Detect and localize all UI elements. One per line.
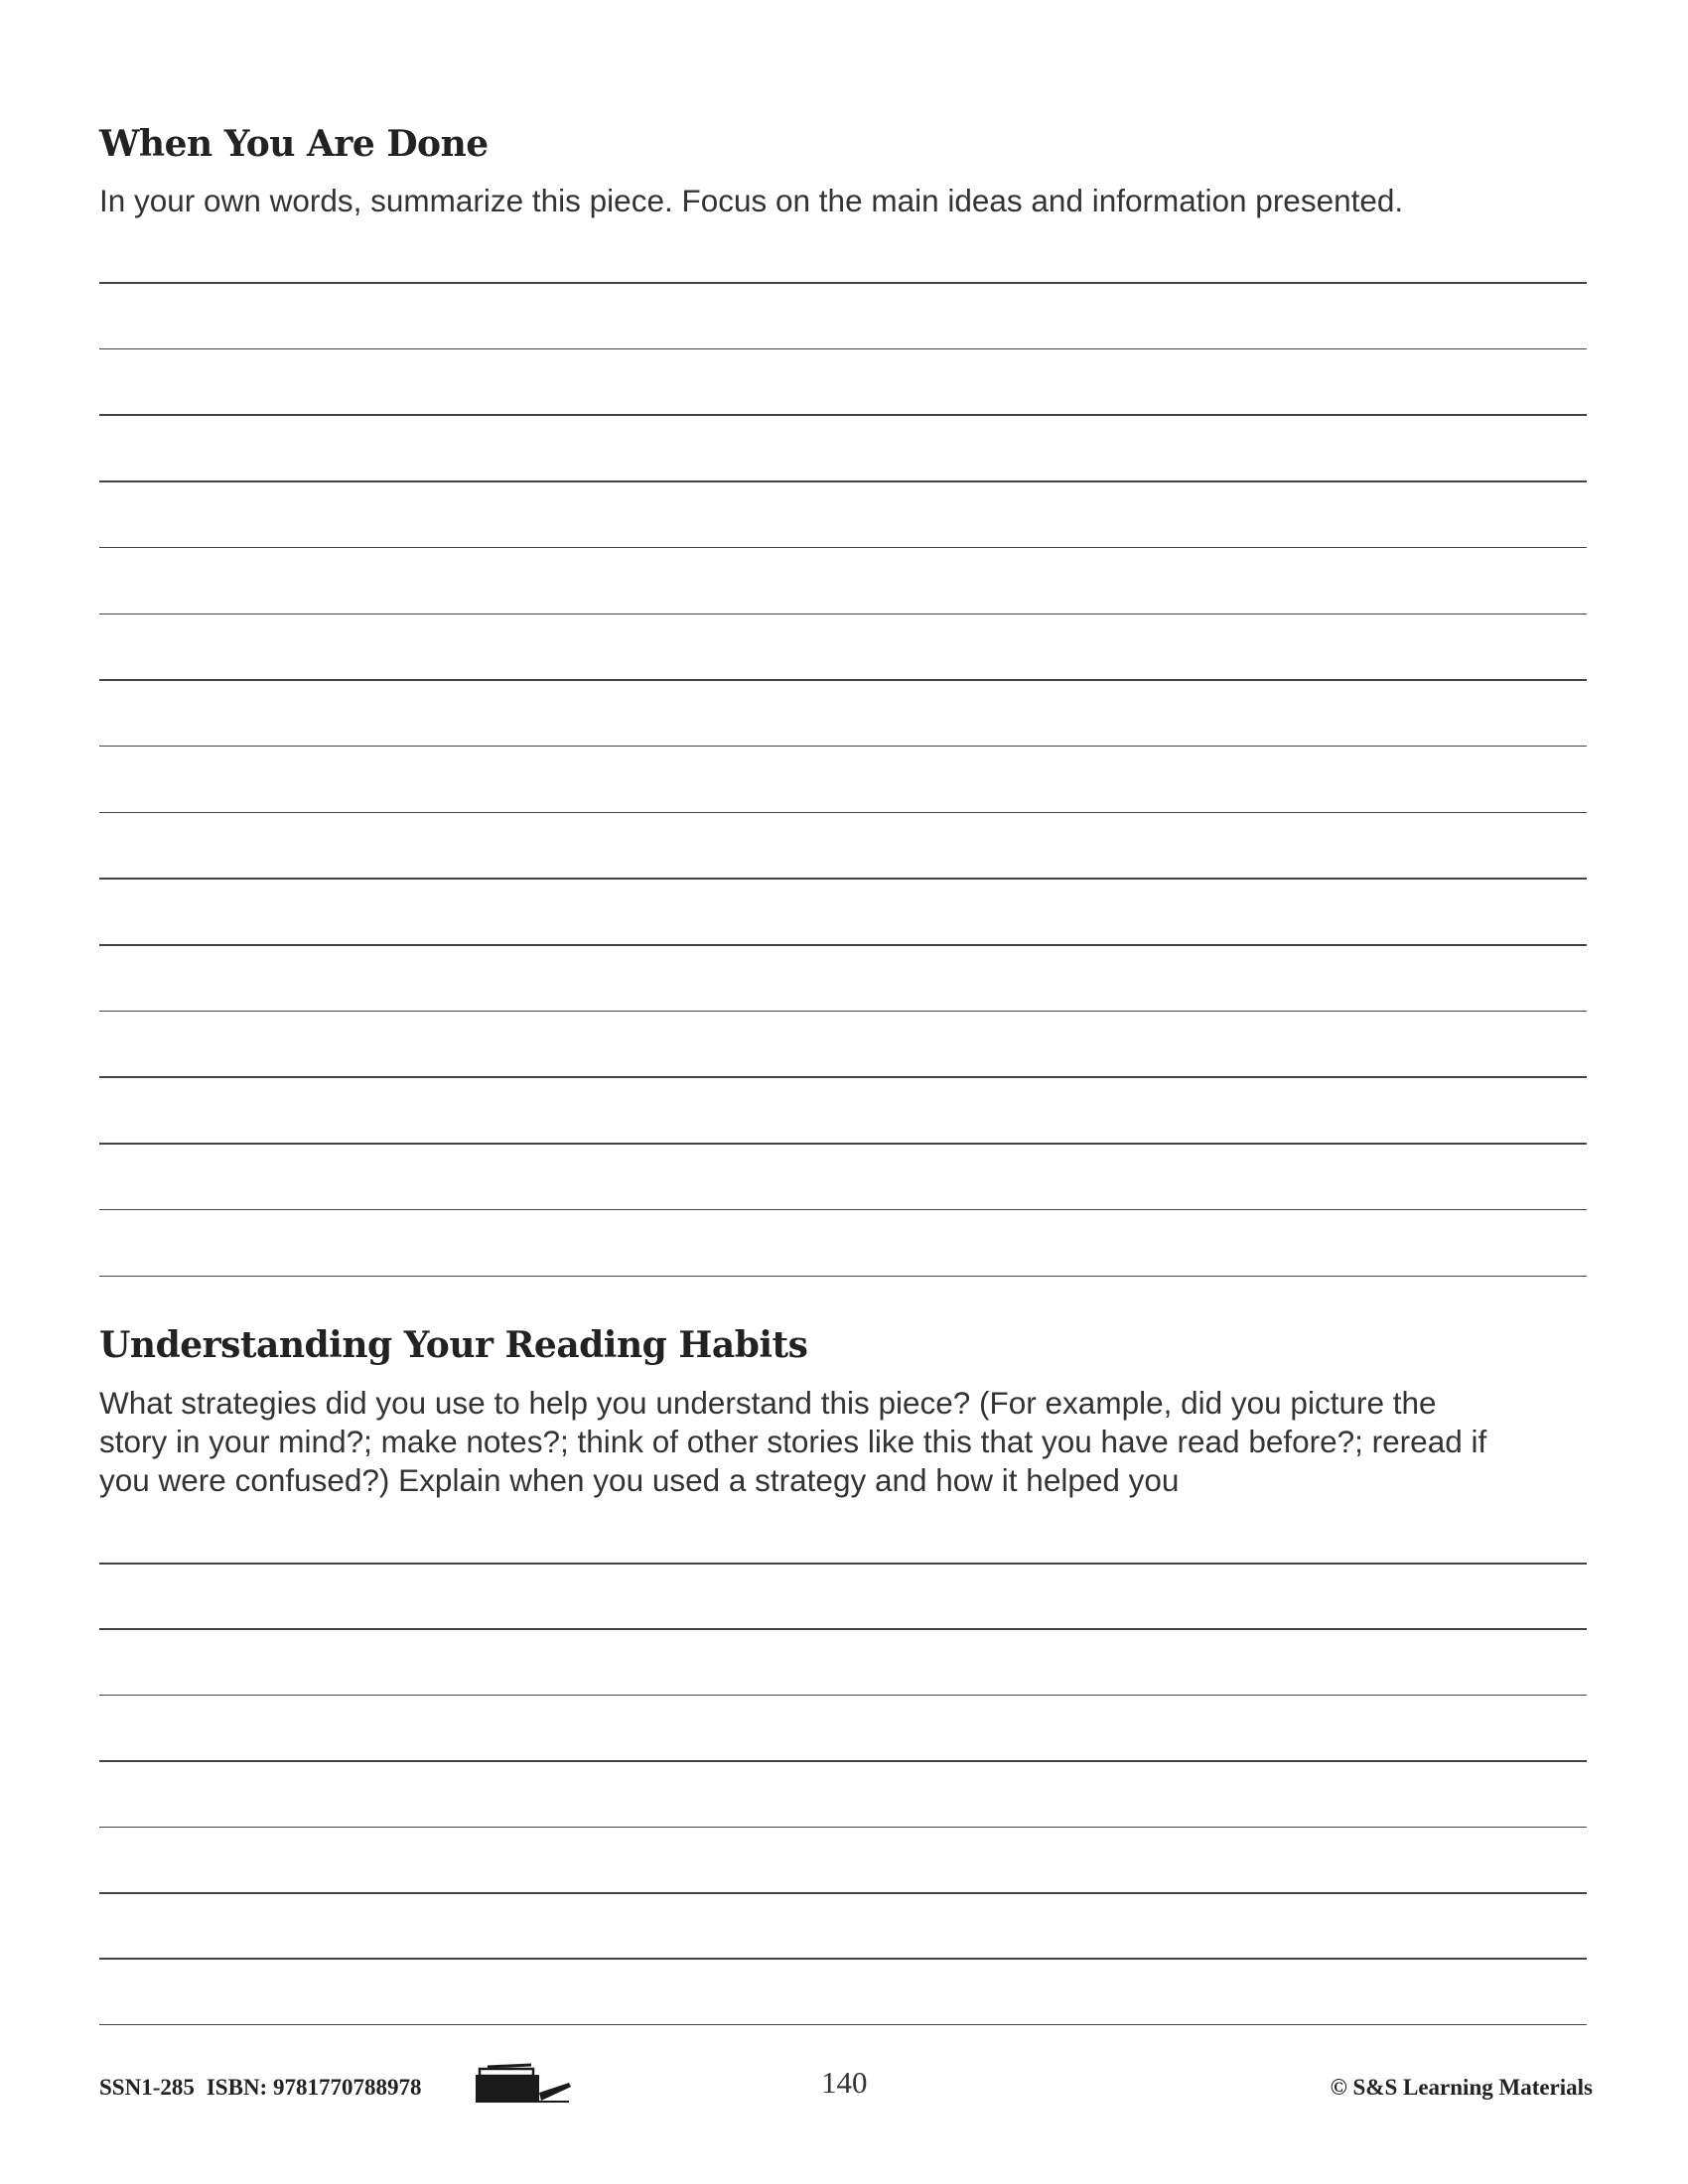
page-footer xyxy=(99,2063,1593,2113)
summary-prompt: In your own words, summarize this piece. Focus on the main ideas and information presented. xyxy=(99,183,1404,218)
writing-line xyxy=(99,1827,1587,1829)
prompt-line-1: What strategies did you use to help you understand this piece? (For example, did you picture the xyxy=(99,1385,1437,1421)
series-code: SSN1-285 xyxy=(99,2075,195,2100)
writing-line xyxy=(99,282,1587,284)
writing-line xyxy=(99,1760,1587,1762)
writing-line xyxy=(99,614,1587,615)
page-number: 140 xyxy=(821,2065,868,2100)
writing-line xyxy=(99,812,1587,814)
writing-line xyxy=(99,1695,1587,1697)
writing-line xyxy=(99,878,1587,880)
section-title-reading-habits: Understanding Your Reading Habits xyxy=(99,1324,808,1366)
writing-line xyxy=(99,1143,1587,1145)
worksheet-page xyxy=(99,0,1593,2184)
writing-line xyxy=(99,414,1587,416)
prompt-line-2: story in your mind?; make notes?; think of other stories like this that you have read before?; reread if xyxy=(99,1424,1487,1459)
writing-line xyxy=(99,348,1587,350)
isbn: ISBN: 9781770788978 xyxy=(206,2075,422,2100)
writing-line xyxy=(99,1892,1587,1894)
writing-line xyxy=(99,1958,1587,1960)
reading-habits-prompt xyxy=(99,1384,1589,1500)
copyright-notice: © S&S Learning Materials xyxy=(1330,2075,1593,2100)
writing-line xyxy=(99,1563,1587,1565)
writing-line xyxy=(99,1628,1587,1630)
writing-line xyxy=(99,944,1587,946)
writing-line xyxy=(99,746,1587,748)
writing-line xyxy=(99,1276,1587,1278)
writing-line xyxy=(99,1076,1587,1078)
writing-line xyxy=(99,679,1587,681)
writing-line xyxy=(99,547,1587,549)
footer-book-info xyxy=(99,2075,433,2101)
section-title-when-done: When You Are Done xyxy=(99,123,489,165)
writing-line xyxy=(99,480,1587,482)
prompt-line-3: you were confused?) Explain when you used a strategy and how it helped you xyxy=(99,1462,1180,1498)
writing-line xyxy=(99,1209,1587,1211)
writing-line xyxy=(99,1011,1587,1013)
photocopier-icon xyxy=(474,2063,573,2103)
writing-line xyxy=(99,2024,1587,2026)
